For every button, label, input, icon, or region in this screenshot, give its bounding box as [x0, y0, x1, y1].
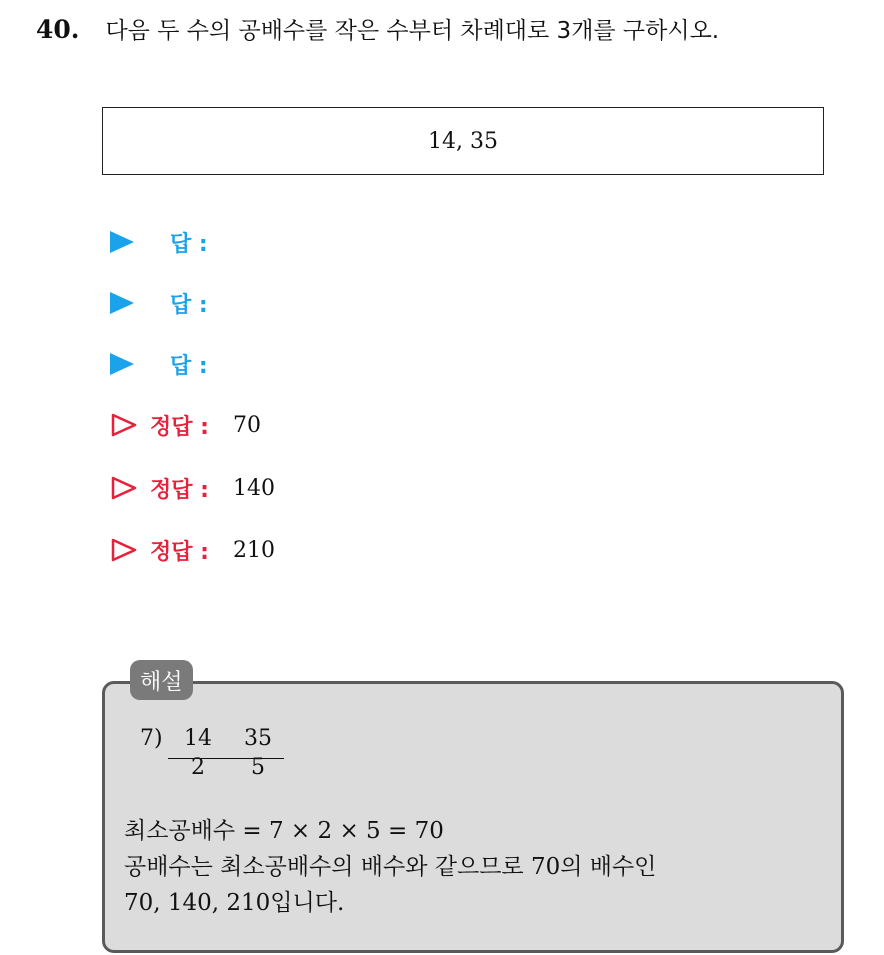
explanation-tab: 해설 — [130, 660, 193, 700]
play-triangle-icon — [110, 231, 134, 253]
answer-label: 답 : — [170, 231, 208, 257]
explanation-line: 공배수는 최소공배수의 배수와 같으므로 70의 배수인 — [124, 854, 657, 880]
play-triangle-icon — [110, 353, 134, 375]
division-divisor: 7) — [140, 726, 163, 751]
answer-blank-row[interactable] — [110, 285, 208, 321]
outline-triangle-icon — [110, 537, 138, 563]
division-bar — [168, 758, 284, 759]
short-division — [140, 726, 288, 780]
play-triangle-icon — [110, 292, 134, 314]
division-quotient: 2 — [191, 755, 205, 780]
answer-label: 답 : — [170, 353, 208, 379]
correct-answer-value: 140 — [232, 475, 275, 501]
division-dividend: 35 — [244, 726, 272, 751]
correct-answer-label: 정답 : — [150, 539, 209, 565]
correct-answer-value: 70 — [232, 412, 261, 438]
outline-triangle-icon — [110, 475, 138, 501]
explanation-line: 70, 140, 210입니다. — [124, 890, 345, 916]
correct-answer-value: 210 — [232, 537, 275, 563]
outline-triangle-icon — [110, 412, 138, 438]
division-quotient: 5 — [251, 755, 265, 780]
correct-answer-label: 정답 : — [150, 477, 209, 503]
correct-answer-label: 정답 : — [150, 414, 209, 440]
question-text: 다음 두 수의 공배수를 작은 수부터 차례대로 3개를 구하시오. — [105, 18, 720, 44]
division-dividend: 14 — [184, 726, 212, 751]
answer-blank-row[interactable] — [110, 346, 208, 382]
given-numbers-box — [102, 107, 824, 175]
correct-answer-row — [110, 532, 275, 568]
correct-answer-row — [110, 407, 261, 443]
answer-label: 답 : — [170, 292, 208, 318]
lcm-equation: 최소공배수 = 7 × 2 × 5 = 70 — [124, 818, 444, 844]
answer-blank-row[interactable] — [110, 224, 208, 260]
correct-answer-row — [110, 470, 275, 506]
given-numbers: 14, 35 — [428, 128, 498, 154]
question-header — [36, 12, 719, 45]
question-number: 40. — [36, 15, 80, 44]
